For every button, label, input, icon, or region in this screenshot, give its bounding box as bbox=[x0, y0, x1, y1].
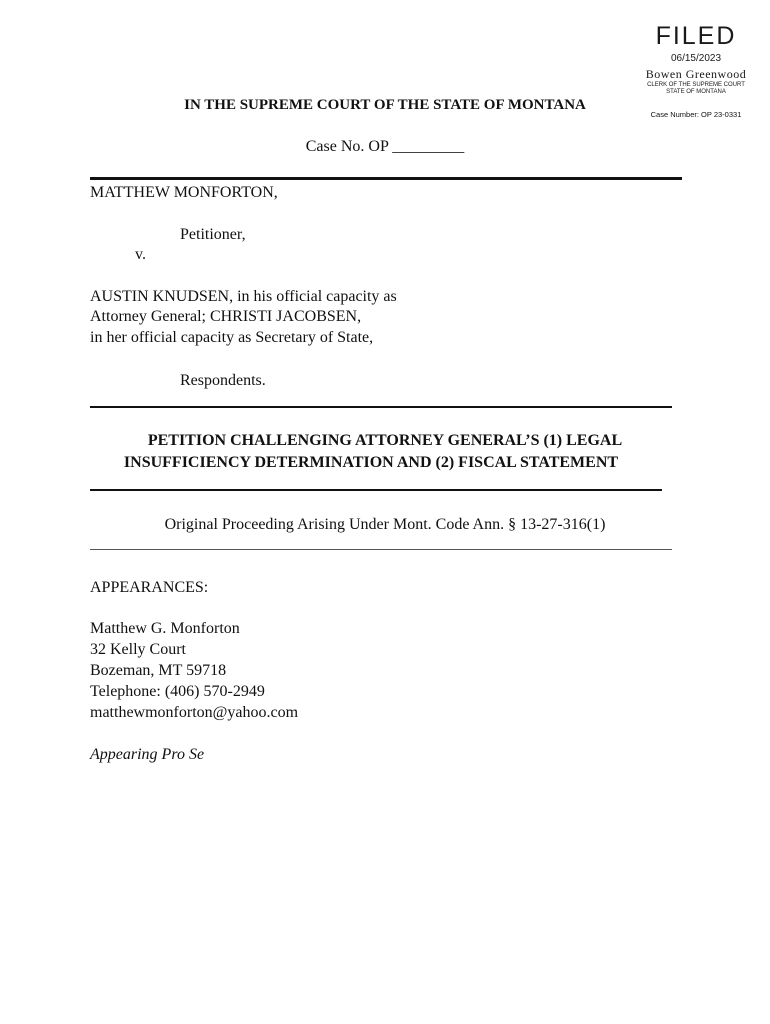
proceeding-line: Original Proceeding Arising Under Mont. Code Ann. § 13-27-316(1) bbox=[164, 516, 606, 533]
petitioner-role: Petitioner, bbox=[180, 226, 246, 243]
attorney-city: Bozeman, MT 59718 bbox=[90, 662, 227, 679]
attorney-email: matthewmonforton@yahoo.com bbox=[90, 704, 299, 721]
stamp-case-number: Case Number: OP 23-0331 bbox=[650, 110, 742, 119]
divider-after-title bbox=[90, 489, 662, 491]
attorney-phone: Telephone: (406) 570-2949 bbox=[90, 683, 265, 700]
petitioner-name: MATTHEW MONFORTON, bbox=[90, 184, 278, 201]
respondents-line3: in her official capacity as Secretary of State, bbox=[90, 329, 374, 346]
respondents-role: Respondents. bbox=[180, 372, 266, 389]
divider-after-proceeding bbox=[90, 549, 672, 550]
case-number: Case No. OP _________ bbox=[305, 138, 465, 155]
filed-label: FILED bbox=[655, 22, 737, 50]
caption-divider-thick bbox=[90, 177, 682, 180]
respondents-line1: AUSTIN KNUDSEN, in his official capacity as bbox=[90, 288, 397, 305]
court-title: IN THE SUPREME COURT OF THE STATE OF MONTANA bbox=[184, 97, 586, 113]
petition-title-line1: PETITION CHALLENGING ATTORNEY GENERAL’S (1) LEGAL bbox=[147, 432, 623, 449]
attorney-name: Matthew G. Monforton bbox=[90, 620, 240, 637]
clerk-signature: Bowen Greenwood bbox=[645, 67, 747, 81]
clerk-title-line1: CLERK OF THE SUPREME COURT bbox=[647, 82, 745, 88]
appearances-heading: APPEARANCES: bbox=[90, 579, 209, 596]
filed-stamp bbox=[640, 22, 752, 96]
clerk-title-line2: STATE OF MONTANA bbox=[666, 89, 726, 95]
divider-after-caption bbox=[90, 406, 672, 408]
attorney-street: 32 Kelly Court bbox=[90, 641, 186, 658]
petition-title-line2: INSUFFICIENCY DETERMINATION AND (2) FISCAL STATEMENT bbox=[123, 454, 619, 471]
respondents-line2: Attorney General; CHRISTI JACOBSEN, bbox=[90, 308, 362, 325]
versus: v. bbox=[135, 246, 146, 263]
appearance-status: Appearing Pro Se bbox=[90, 746, 205, 763]
filed-date: 06/15/2023 bbox=[670, 53, 722, 64]
